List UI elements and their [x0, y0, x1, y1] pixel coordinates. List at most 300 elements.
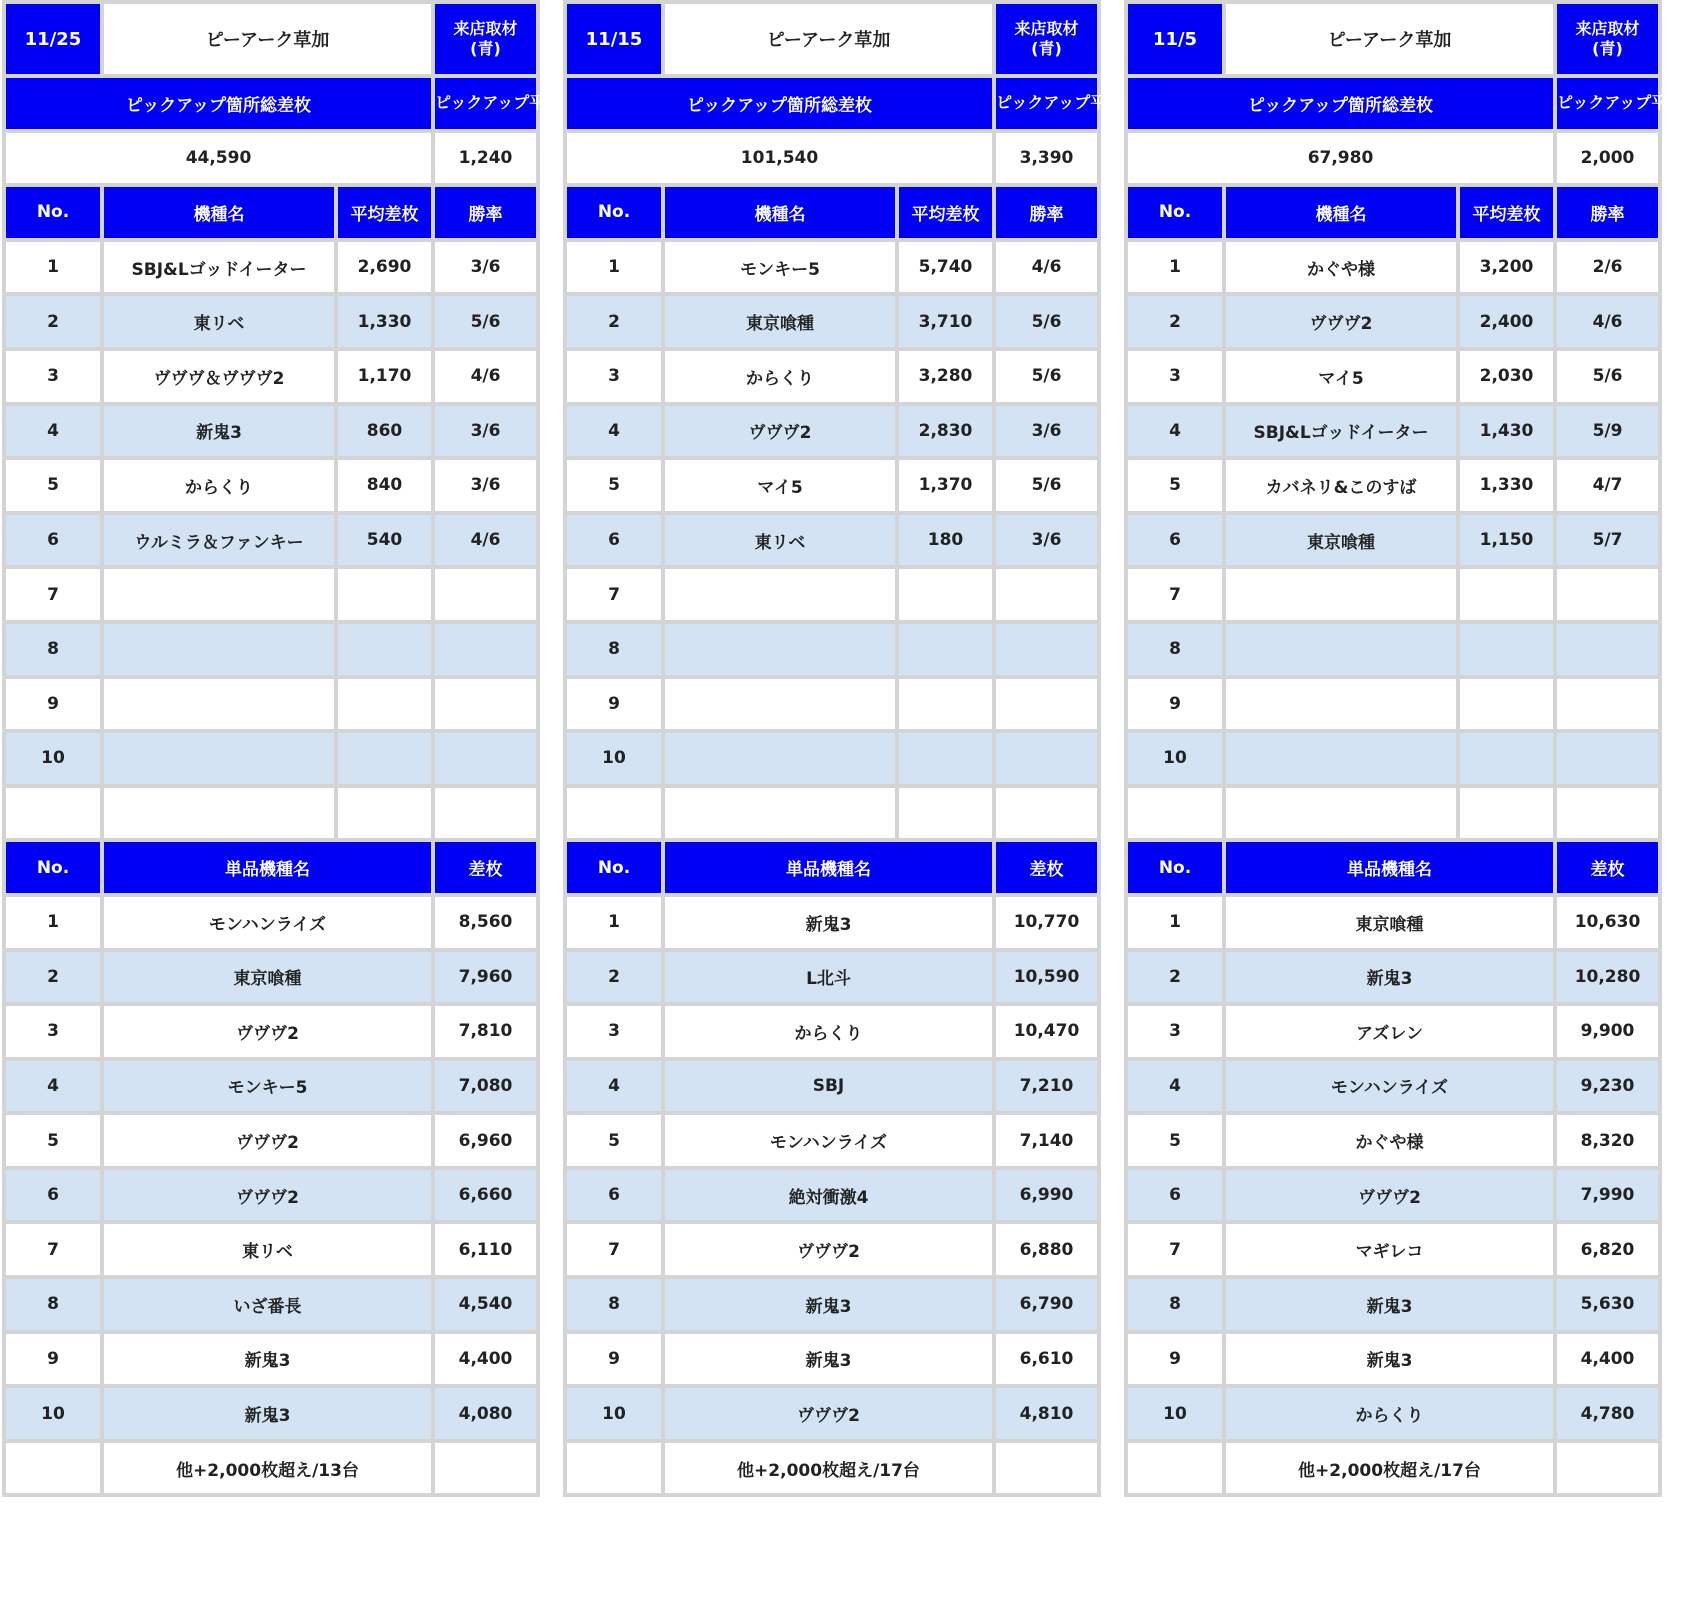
row-no: 7 [1126, 1222, 1224, 1277]
table-row [1126, 294, 1660, 349]
machine-name: ヴヴヴ2 [663, 404, 897, 459]
col-header-no: No. [1126, 840, 1224, 895]
row-no: 3 [565, 349, 663, 404]
avg-diff [897, 567, 994, 622]
machine-name: 東京喰種 [1224, 513, 1458, 568]
machine-name [1224, 731, 1458, 786]
table-row [4, 731, 538, 786]
win-rate: 3/6 [433, 458, 538, 513]
table-row [4, 567, 538, 622]
row-no: 6 [565, 513, 663, 568]
avg-diff: 180 [897, 513, 994, 568]
list-item [1126, 1332, 1660, 1387]
single-diff: 9,230 [1555, 1059, 1660, 1114]
table-row [4, 294, 538, 349]
coverage-badge [994, 2, 1099, 76]
machine-name [102, 567, 336, 622]
list-item [1126, 1168, 1660, 1223]
win-rate: 5/6 [994, 458, 1099, 513]
single-machine-name: 東リベ [102, 1222, 433, 1277]
row-no: 9 [1126, 1332, 1224, 1387]
pickup-avg-label: ピックアップ平均 [994, 76, 1099, 131]
avg-diff: 3,710 [897, 294, 994, 349]
win-rate: 5/6 [1555, 349, 1660, 404]
single-machine-name: 絶対衝激4 [663, 1168, 994, 1223]
win-rate [1555, 622, 1660, 677]
single-machine-name: モンキー5 [102, 1059, 433, 1114]
row-no: 2 [4, 950, 102, 1005]
coverage-label: 来店取材 [1575, 19, 1640, 38]
list-item [4, 1004, 538, 1059]
machine-name: ヴヴヴ2 [1224, 294, 1458, 349]
avg-diff [336, 622, 433, 677]
machine-name [102, 731, 336, 786]
table-row [4, 240, 538, 295]
list-item [4, 1059, 538, 1114]
single-diff: 9,900 [1555, 1004, 1660, 1059]
single-machine-name: かぐや様 [1224, 1113, 1555, 1168]
single-diff: 6,790 [994, 1277, 1099, 1332]
col-header-single-machine: 単品機種名 [102, 840, 433, 895]
list-item [565, 1113, 1099, 1168]
col-header-machine: 機種名 [1224, 185, 1458, 240]
single-machine-name: 新鬼3 [663, 1277, 994, 1332]
win-rate: 4/6 [433, 349, 538, 404]
single-diff: 10,630 [1555, 895, 1660, 950]
report-panel [563, 0, 1123, 1606]
report-table [563, 0, 1123, 1497]
table-row [565, 240, 1099, 295]
avg-diff: 1,330 [336, 294, 433, 349]
list-item [1126, 895, 1660, 950]
list-item [4, 1332, 538, 1387]
avg-diff: 1,150 [1458, 513, 1555, 568]
table-row [565, 404, 1099, 459]
machine-name: かぐや様 [1224, 240, 1458, 295]
table-row [4, 513, 538, 568]
col-header-diff: 差枚 [994, 840, 1099, 895]
single-machine-name: 東京喰種 [102, 950, 433, 1005]
col-header-avg: 平均差枚 [336, 185, 433, 240]
coverage-badge [433, 2, 538, 76]
footer-note: 他+2,000枚超え/17台 [663, 1441, 994, 1496]
single-machine-name: 新鬼3 [1224, 1332, 1555, 1387]
avg-diff [1458, 622, 1555, 677]
report-table [2, 0, 562, 1497]
single-machine-name: アズレン [1224, 1004, 1555, 1059]
single-diff: 7,990 [1555, 1168, 1660, 1223]
table-row [565, 677, 1099, 732]
row-no: 10 [4, 731, 102, 786]
list-item [565, 1059, 1099, 1114]
date-cell: 11/25 [4, 2, 102, 76]
report-panel [2, 0, 562, 1606]
list-item [565, 1004, 1099, 1059]
col-header-no: No. [1126, 185, 1224, 240]
avg-diff [1458, 567, 1555, 622]
store-name: ピーアーク草加 [102, 2, 433, 76]
single-diff: 10,470 [994, 1004, 1099, 1059]
coverage-color: (青) [1592, 39, 1623, 58]
row-no: 7 [4, 1222, 102, 1277]
single-diff: 6,820 [1555, 1222, 1660, 1277]
win-rate: 3/6 [994, 404, 1099, 459]
win-rate: 5/6 [433, 294, 538, 349]
table-row [1126, 240, 1660, 295]
list-item [4, 895, 538, 950]
row-no: 10 [1126, 731, 1224, 786]
avg-diff: 1,330 [1458, 458, 1555, 513]
win-rate [994, 677, 1099, 732]
avg-diff: 540 [336, 513, 433, 568]
col-header-machine: 機種名 [102, 185, 336, 240]
win-rate [994, 731, 1099, 786]
avg-diff [897, 622, 994, 677]
col-header-no: No. [4, 840, 102, 895]
win-rate: 4/6 [433, 513, 538, 568]
table-row [1126, 677, 1660, 732]
avg-diff: 860 [336, 404, 433, 459]
row-no: 9 [565, 1332, 663, 1387]
machine-name: 東京喰種 [663, 294, 897, 349]
single-diff: 6,960 [433, 1113, 538, 1168]
row-no: 8 [565, 1277, 663, 1332]
row-no: 4 [4, 1059, 102, 1114]
single-machine-name: 新鬼3 [663, 895, 994, 950]
list-item [1126, 1113, 1660, 1168]
table-row [1126, 458, 1660, 513]
report-table [1124, 0, 1683, 1497]
avg-diff: 2,400 [1458, 294, 1555, 349]
list-item [565, 950, 1099, 1005]
table-row [4, 458, 538, 513]
avg-diff [897, 677, 994, 732]
machine-name: からくり [102, 458, 336, 513]
machine-header-row [1126, 185, 1660, 240]
avg-diff [336, 731, 433, 786]
win-rate: 4/6 [1555, 294, 1660, 349]
col-header-single-machine: 単品機種名 [663, 840, 994, 895]
machine-name: カバネリ&このすば [1224, 458, 1458, 513]
pickup-total-label: ピックアップ箇所総差枚 [1126, 76, 1555, 131]
avg-diff: 3,280 [897, 349, 994, 404]
row-no: 3 [1126, 349, 1224, 404]
win-rate [994, 622, 1099, 677]
table-row [1126, 404, 1660, 459]
single-diff: 4,400 [1555, 1332, 1660, 1387]
single-diff: 7,810 [433, 1004, 538, 1059]
table-row [4, 677, 538, 732]
avg-diff: 1,170 [336, 349, 433, 404]
win-rate [433, 567, 538, 622]
single-machine-name: からくり [663, 1004, 994, 1059]
col-header-winrate: 勝率 [433, 185, 538, 240]
single-diff: 7,210 [994, 1059, 1099, 1114]
col-header-diff: 差枚 [1555, 840, 1660, 895]
footer-row [1126, 1441, 1660, 1496]
col-header-no: No. [565, 185, 663, 240]
row-no: 10 [565, 1386, 663, 1441]
machine-name [1224, 567, 1458, 622]
row-no: 9 [565, 677, 663, 732]
single-machine-name: 新鬼3 [102, 1332, 433, 1387]
row-no: 5 [565, 458, 663, 513]
list-item [4, 1168, 538, 1223]
pickup-avg-value: 2,000 [1555, 131, 1660, 186]
avg-diff: 840 [336, 458, 433, 513]
coverage-label: 来店取材 [1014, 19, 1079, 38]
col-header-diff: 差枚 [433, 840, 538, 895]
single-machine-name: マギレコ [1224, 1222, 1555, 1277]
row-no: 1 [565, 895, 663, 950]
pickup-total-value: 101,540 [565, 131, 994, 186]
row-no: 2 [1126, 294, 1224, 349]
row-no: 10 [4, 1386, 102, 1441]
avg-diff: 2,830 [897, 404, 994, 459]
machine-name: マイ5 [663, 458, 897, 513]
win-rate: 3/6 [433, 240, 538, 295]
pickup-total-value: 44,590 [4, 131, 433, 186]
row-no: 1 [1126, 895, 1224, 950]
row-no: 4 [565, 404, 663, 459]
row-no: 8 [4, 1277, 102, 1332]
list-item [1126, 1004, 1660, 1059]
single-diff: 6,880 [994, 1222, 1099, 1277]
list-item [565, 1222, 1099, 1277]
table-row [565, 458, 1099, 513]
row-no: 5 [4, 458, 102, 513]
row-no: 10 [565, 731, 663, 786]
single-diff: 6,610 [994, 1332, 1099, 1387]
coverage-color: (青) [470, 39, 501, 58]
row-no: 7 [565, 567, 663, 622]
row-no: 6 [4, 513, 102, 568]
row-no: 3 [4, 349, 102, 404]
table-row [4, 404, 538, 459]
row-no: 7 [565, 1222, 663, 1277]
row-no: 3 [4, 1004, 102, 1059]
col-header-no: No. [565, 840, 663, 895]
table-row [565, 294, 1099, 349]
single-machine-name: ヴヴヴ2 [102, 1004, 433, 1059]
table-row [565, 731, 1099, 786]
win-rate [994, 567, 1099, 622]
row-no: 6 [4, 1168, 102, 1223]
coverage-label: 来店取材 [453, 19, 518, 38]
avg-diff: 3,200 [1458, 240, 1555, 295]
report-panel [1124, 0, 1683, 1606]
col-header-avg: 平均差枚 [1458, 185, 1555, 240]
table-row [565, 349, 1099, 404]
col-header-winrate: 勝率 [1555, 185, 1660, 240]
table-row [1126, 622, 1660, 677]
single-diff: 8,320 [1555, 1113, 1660, 1168]
spacer-row [565, 786, 1099, 841]
single-diff: 10,770 [994, 895, 1099, 950]
single-machine-name: ヴヴヴ2 [102, 1113, 433, 1168]
row-no: 4 [565, 1059, 663, 1114]
row-no: 9 [4, 677, 102, 732]
spacer-row [4, 786, 538, 841]
row-no: 8 [1126, 1277, 1224, 1332]
single-diff: 4,780 [1555, 1386, 1660, 1441]
single-header-row [4, 840, 538, 895]
row-no: 4 [4, 404, 102, 459]
pickup-avg-label: ピックアップ平均 [1555, 76, 1660, 131]
row-no: 4 [1126, 404, 1224, 459]
list-item [4, 1277, 538, 1332]
row-no: 2 [565, 950, 663, 1005]
avg-diff: 1,430 [1458, 404, 1555, 459]
row-no: 6 [565, 1168, 663, 1223]
row-no: 1 [565, 240, 663, 295]
single-header-row [1126, 840, 1660, 895]
table-row [1126, 567, 1660, 622]
row-no: 7 [1126, 567, 1224, 622]
row-no: 1 [1126, 240, 1224, 295]
win-rate: 3/6 [994, 513, 1099, 568]
machine-name [663, 677, 897, 732]
single-machine-name: 新鬼3 [663, 1332, 994, 1387]
table-row [565, 567, 1099, 622]
avg-diff [1458, 677, 1555, 732]
machine-name: 新鬼3 [102, 404, 336, 459]
single-machine-name: 新鬼3 [1224, 950, 1555, 1005]
row-no: 6 [1126, 513, 1224, 568]
col-header-single-machine: 単品機種名 [1224, 840, 1555, 895]
table-row [4, 349, 538, 404]
footer-note: 他+2,000枚超え/13台 [102, 1441, 433, 1496]
list-item [1126, 1386, 1660, 1441]
col-header-avg: 平均差枚 [897, 185, 994, 240]
list-item [565, 1168, 1099, 1223]
row-no: 2 [565, 294, 663, 349]
row-no: 2 [4, 294, 102, 349]
avg-diff: 5,740 [897, 240, 994, 295]
win-rate [1555, 677, 1660, 732]
machine-name: 東リベ [663, 513, 897, 568]
list-item [4, 950, 538, 1005]
win-rate: 2/6 [1555, 240, 1660, 295]
single-machine-name: いざ番長 [102, 1277, 433, 1332]
win-rate [1555, 567, 1660, 622]
list-item [1126, 1222, 1660, 1277]
machine-name [1224, 622, 1458, 677]
single-machine-name: からくり [1224, 1386, 1555, 1441]
single-machine-name: モンハンライズ [102, 895, 433, 950]
list-item [565, 1332, 1099, 1387]
single-machine-name: ヴヴヴ2 [102, 1168, 433, 1223]
avg-diff: 2,030 [1458, 349, 1555, 404]
row-no: 10 [1126, 1386, 1224, 1441]
row-no: 5 [1126, 458, 1224, 513]
row-no: 1 [4, 895, 102, 950]
machine-name [102, 677, 336, 732]
list-item [565, 1277, 1099, 1332]
row-no: 4 [1126, 1059, 1224, 1114]
table-row [4, 622, 538, 677]
pickup-total-label: ピックアップ箇所総差枚 [4, 76, 433, 131]
list-item [4, 1113, 538, 1168]
list-item [4, 1222, 538, 1277]
machine-name: 東リベ [102, 294, 336, 349]
machine-name [1224, 677, 1458, 732]
single-machine-name: モンハンライズ [663, 1113, 994, 1168]
single-diff: 7,960 [433, 950, 538, 1005]
win-rate: 5/6 [994, 349, 1099, 404]
list-item [565, 1386, 1099, 1441]
row-no: 3 [1126, 1004, 1224, 1059]
row-no: 8 [1126, 622, 1224, 677]
single-header-row [565, 840, 1099, 895]
machine-name: モンキー5 [663, 240, 897, 295]
single-diff: 4,540 [433, 1277, 538, 1332]
single-diff: 4,400 [433, 1332, 538, 1387]
single-machine-name: 新鬼3 [1224, 1277, 1555, 1332]
row-no: 2 [1126, 950, 1224, 1005]
list-item [4, 1386, 538, 1441]
row-no: 9 [1126, 677, 1224, 732]
machine-name [102, 622, 336, 677]
win-rate: 4/6 [994, 240, 1099, 295]
footer-row [4, 1441, 538, 1496]
single-diff: 10,280 [1555, 950, 1660, 1005]
col-header-machine: 機種名 [663, 185, 897, 240]
machine-name: SBJ&Lゴッドイーター [1224, 404, 1458, 459]
avg-diff [897, 731, 994, 786]
win-rate: 5/9 [1555, 404, 1660, 459]
col-header-winrate: 勝率 [994, 185, 1099, 240]
single-diff: 5,630 [1555, 1277, 1660, 1332]
date-cell: 11/5 [1126, 2, 1224, 76]
store-name: ピーアーク草加 [663, 2, 994, 76]
single-diff: 4,080 [433, 1386, 538, 1441]
single-machine-name: 新鬼3 [102, 1386, 433, 1441]
footer-note: 他+2,000枚超え/17台 [1224, 1441, 1555, 1496]
single-diff: 7,080 [433, 1059, 538, 1114]
single-machine-name: ヴヴヴ2 [1224, 1168, 1555, 1223]
row-no: 1 [4, 240, 102, 295]
table-row [1126, 731, 1660, 786]
machine-name: SBJ&Lゴッドイーター [102, 240, 336, 295]
single-machine-name: ヴヴヴ2 [663, 1386, 994, 1441]
pickup-avg-value: 1,240 [433, 131, 538, 186]
avg-diff [336, 677, 433, 732]
win-rate [433, 622, 538, 677]
win-rate: 5/7 [1555, 513, 1660, 568]
row-no: 5 [565, 1113, 663, 1168]
footer-row [565, 1441, 1099, 1496]
spacer-row [1126, 786, 1660, 841]
table-row [565, 622, 1099, 677]
machine-name: ヴヴヴ＆ヴヴヴ2 [102, 349, 336, 404]
win-rate: 5/6 [994, 294, 1099, 349]
table-row [1126, 513, 1660, 568]
row-no: 3 [565, 1004, 663, 1059]
avg-diff: 2,690 [336, 240, 433, 295]
machine-name [663, 622, 897, 677]
win-rate: 4/7 [1555, 458, 1660, 513]
coverage-color: (青) [1031, 39, 1062, 58]
avg-diff [1458, 731, 1555, 786]
avg-diff: 1,370 [897, 458, 994, 513]
machine-name [663, 567, 897, 622]
win-rate: 3/6 [433, 404, 538, 459]
single-machine-name: L北斗 [663, 950, 994, 1005]
store-name: ピーアーク草加 [1224, 2, 1555, 76]
win-rate [1555, 731, 1660, 786]
pickup-avg-label: ピックアップ平均 [433, 76, 538, 131]
